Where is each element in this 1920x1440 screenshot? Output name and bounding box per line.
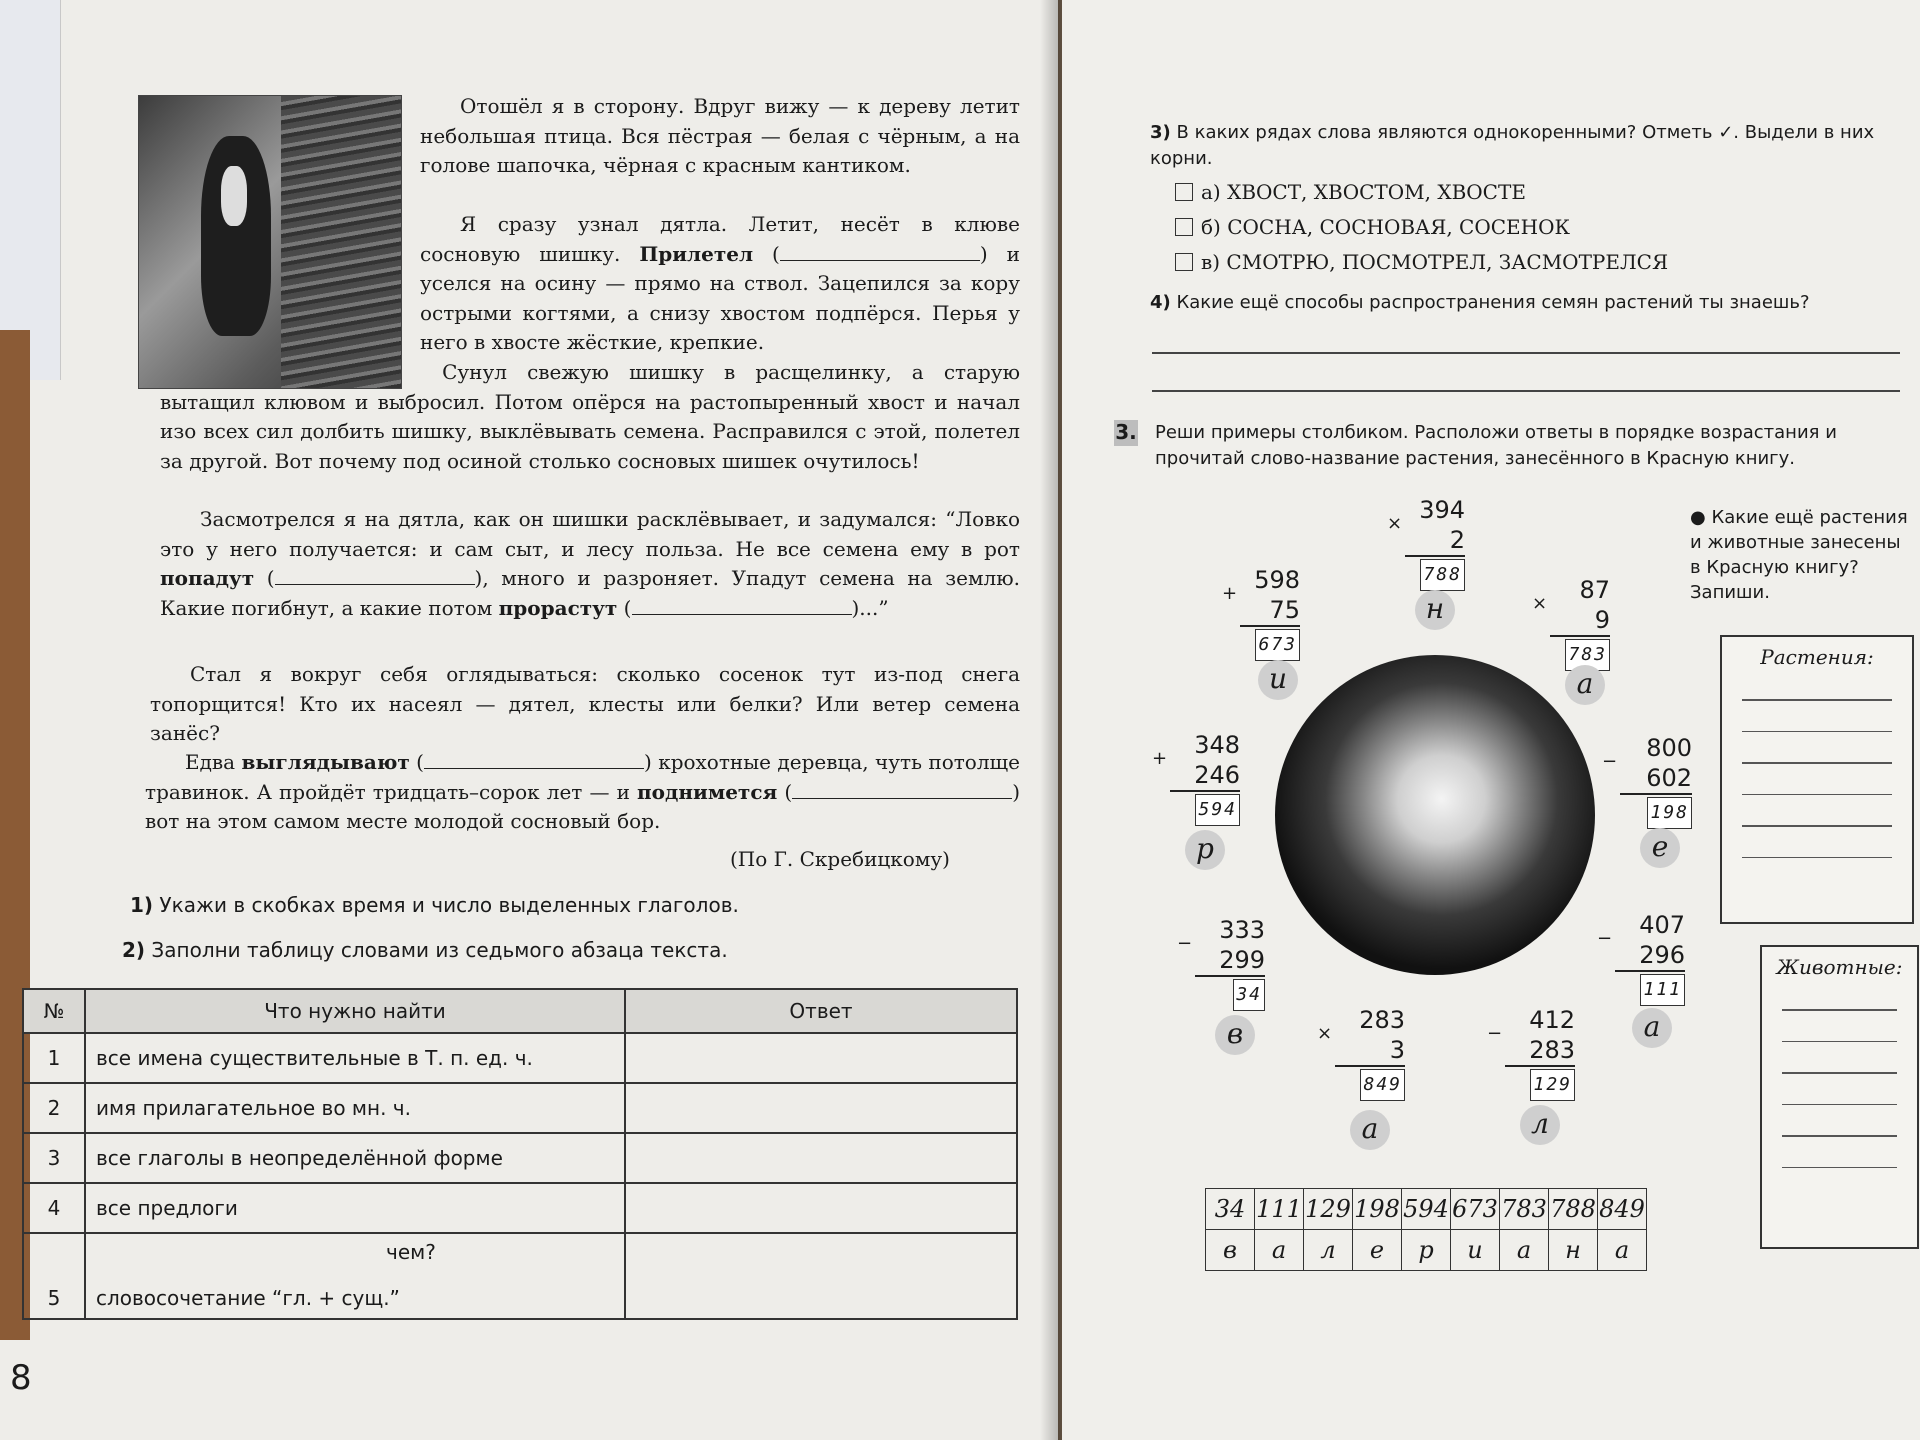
example-8	[1317, 1005, 1405, 1101]
animals-title: Животные:	[1776, 955, 1903, 979]
task-2	[122, 938, 728, 962]
plants-title: Растения:	[1760, 645, 1874, 669]
bold-verb-prilетел: Прилетел	[639, 241, 754, 266]
row-answer-cell[interactable]	[625, 1183, 1017, 1233]
table-header: №	[23, 989, 85, 1033]
table-row	[23, 1233, 1017, 1319]
letter-circle: в	[1215, 1015, 1255, 1055]
source-citation: (По Г. Скребицкому)	[730, 847, 950, 871]
operand-b: 2	[1449, 526, 1465, 554]
task-2-number: 2)	[122, 938, 146, 962]
bold-verb-vyglyadyvayut: выглядывают	[241, 750, 410, 774]
answer-blank-1[interactable]	[780, 242, 980, 261]
paragraph-6-end: вот на этом самом месте молодой сосновый бор.	[145, 809, 661, 833]
bullet-question-text: Какие ещё растения и животные занесены в Красную книгу? Запиши.	[1690, 507, 1908, 603]
answer-box[interactable]: 783	[1565, 639, 1610, 671]
operand-b: 246	[1194, 761, 1240, 789]
answer-blank-2[interactable]	[275, 566, 475, 585]
letter-circle: л	[1520, 1105, 1560, 1145]
operator-sign: +	[1152, 748, 1168, 769]
notebook-line[interactable]	[1742, 794, 1892, 796]
letter-circle: а	[1350, 1110, 1390, 1150]
valerian-flower-photo	[1275, 655, 1595, 975]
answer-box[interactable]: 594	[1195, 794, 1240, 826]
operator-sign: −	[1487, 1023, 1503, 1044]
operator-sign: +	[1222, 583, 1238, 604]
answer-box[interactable]: 849	[1360, 1069, 1405, 1101]
question-4-number: 4)	[1150, 292, 1171, 313]
paragraph-4-mid: , много и разроняет. Упадут семена на землю. Какие погибнут, а какие потом	[160, 566, 1020, 620]
letter-circle: н	[1415, 590, 1455, 630]
notebook-line[interactable]	[1742, 825, 1892, 827]
row-task: все глаголы в неопределённой форме	[85, 1133, 625, 1183]
bullet-question: ● Какие ещё растения и животные занесены в Красную книгу? Запиши.	[1690, 507, 1908, 603]
answer-blank-4[interactable]	[424, 750, 644, 769]
notebook-line[interactable]	[1782, 1072, 1897, 1074]
example-9	[1487, 1005, 1575, 1101]
operand-a: 394	[1419, 496, 1465, 524]
task-2-text: Заполни таблицу словами из седьмого абзаца текста.	[151, 938, 728, 962]
notebook-line[interactable]	[1742, 731, 1892, 733]
row-number: 1	[23, 1033, 85, 1083]
answer-letter[interactable]: а	[1255, 1230, 1304, 1271]
answer-number[interactable]: 849	[1598, 1189, 1647, 1230]
example-7	[1597, 910, 1685, 1006]
paragraph-6-mid: крохотные деревца, чуть потолще травинок. А пройдёт тридцать–сорок лет — и	[145, 750, 1020, 804]
row-number: 2	[23, 1083, 85, 1133]
question-3-text: В каких рядах слова являются однокоренными? Отметь ✓. Выдели в них корни.	[1150, 122, 1875, 169]
task-1-number: 1)	[130, 893, 154, 917]
row-task-cell	[85, 1233, 625, 1319]
operator-sign: −	[1602, 751, 1618, 772]
paragraph-3	[160, 358, 1020, 476]
row-answer-cell[interactable]	[625, 1233, 1017, 1319]
woodpecker-figure	[201, 136, 271, 336]
task-3-number: 3.	[1115, 420, 1137, 444]
bold-verb-prorastut: прорастут	[498, 595, 618, 620]
answer-letter[interactable]: л	[1304, 1230, 1353, 1271]
answer-box[interactable]: 111	[1640, 974, 1685, 1006]
operand-b: 299	[1219, 946, 1265, 974]
answer-blank-3[interactable]	[632, 596, 852, 615]
checkbox-a[interactable]	[1175, 183, 1193, 201]
example-2	[1222, 565, 1300, 661]
option-b-text: б) СОСНА, СОСНОВАЯ, СОСЕНОК	[1201, 215, 1570, 239]
operator-sign: −	[1597, 928, 1613, 949]
operand-b: 9	[1594, 606, 1610, 634]
table-header: Ответ	[625, 989, 1017, 1033]
row-number: 3	[23, 1133, 85, 1183]
operand-b: 75	[1269, 596, 1300, 624]
paragraph-6-start: Едва	[185, 750, 236, 774]
row-task: словосочетание “гл. + сущ.”	[96, 1286, 400, 1310]
operand-b: 3	[1389, 1036, 1405, 1064]
background-paper	[0, 0, 61, 380]
checkbox-c[interactable]	[1175, 253, 1193, 271]
table-header-row	[23, 989, 1017, 1033]
checkbox-b[interactable]	[1175, 218, 1193, 236]
bold-verb-popadut: попадут	[160, 566, 255, 590]
row-answer-cell[interactable]	[625, 1033, 1017, 1083]
option-a[interactable]	[1175, 180, 1526, 204]
answer-box[interactable]: 673	[1255, 629, 1300, 661]
answer-blank-5[interactable]	[792, 780, 1012, 799]
answer-letter[interactable]: р	[1402, 1230, 1451, 1271]
row-task: все имена существительные в Т. п. ед. ч.	[85, 1033, 625, 1083]
answer-letter[interactable]: в	[1206, 1230, 1255, 1271]
option-c[interactable]	[1175, 250, 1668, 274]
example-3	[1532, 575, 1610, 671]
paragraph-4: Засмотрелся я на дятла, как он шишки расклёвывает, и задумался: “Ловко это у него получается: и сам сыт, и лесу польза. Не все семена ему в рот попадут ( ), много и разроняет. Упадут семена на землю. Какие погибнут, а какие потом прорастут ( )...”	[160, 507, 1020, 620]
option-a-text: а) ХВОСТ, ХВОСТОМ, ХВОСТЕ	[1201, 180, 1526, 204]
example-4	[1152, 730, 1240, 826]
answer-number[interactable]: 594	[1402, 1189, 1451, 1230]
answer-grid	[1205, 1188, 1647, 1271]
woodpecker-photo	[138, 95, 402, 389]
answer-box[interactable]: 788	[1420, 559, 1465, 591]
paragraph-2: Я сразу узнал дятла. Летит, несёт в клюве сосновую шишку. Прилетел ( ) и уселся на осину — прямо на ствол. Зацепился за кору острыми когтями, а снизу хвостом подпёрся. Перья у него в хвосте жёсткие, крепкие.	[420, 212, 1020, 354]
row-task: все предлоги	[85, 1183, 625, 1233]
plants-notebook[interactable]	[1720, 635, 1914, 924]
paragraph-1: Отошёл я в сторону. Вдруг вижу — к дереву летит небольшая птица. Вся пёстрая — белая с чёрным, а на голове шапочка, чёрная с красным кантиком.	[420, 94, 1020, 177]
operator-sign: ×	[1387, 513, 1403, 534]
table-row	[23, 1033, 1017, 1083]
answer-box[interactable]: 34	[1233, 979, 1265, 1011]
answer-number[interactable]: 198	[1353, 1189, 1402, 1230]
paragraph-2-rest: и уселся на осину — прямо на ствол. Зацепился за кору острыми когтями, а снизу хвостом подпёрся. Перья у него в хвосте жёсткие, крепкие.	[420, 241, 1020, 354]
notebook-line[interactable]	[1782, 1041, 1897, 1043]
operand-a: 407	[1639, 911, 1685, 939]
answer-letters-row	[1206, 1230, 1647, 1271]
answer-letter[interactable]: и	[1451, 1230, 1500, 1271]
operand-a: 283	[1359, 1006, 1405, 1034]
row-number: 4	[23, 1183, 85, 1233]
answer-line-2[interactable]	[1152, 390, 1900, 392]
example-1	[1387, 495, 1465, 591]
table-header: Что нужно найти	[85, 989, 625, 1033]
question-3	[1150, 120, 1890, 172]
answer-letter[interactable]: а	[1598, 1230, 1647, 1271]
answer-number[interactable]: 111	[1255, 1189, 1304, 1230]
answer-number[interactable]: 673	[1451, 1189, 1500, 1230]
paragraph-4-end: )...”	[851, 595, 889, 620]
operator-sign: −	[1177, 933, 1193, 954]
question-note: чем?	[386, 1240, 436, 1264]
paragraph-4-text: Засмотрелся я на дятла, как он шишки расклёвывает, и задумался: “Ловко это у него получается: и сам сыт, и лесу польза. Не все семена ему в рот	[160, 507, 1020, 561]
row-task: имя прилагательное во мн. ч.	[85, 1083, 625, 1133]
question-4-text: Какие ещё способы распространения семян растений ты знаешь?	[1176, 292, 1810, 313]
answer-letter[interactable]: а	[1500, 1230, 1549, 1271]
result-line	[1620, 793, 1692, 829]
answer-line-1[interactable]	[1152, 352, 1900, 354]
operand-b: 296	[1639, 941, 1685, 969]
row-answer-cell[interactable]	[625, 1133, 1017, 1183]
operand-a: 87	[1579, 576, 1610, 604]
paragraph-3-text: Сунул свежую шишку в расщелинку, а старую вытащил клювом и выбросил. Потом опёрся на растопыренный хвост и начал изо всех сил долбить шишку, выклёвывать семена. Расправился с этой, полетел за другой. Вот почему под осиной столько сосновых шишек очутилось!	[160, 360, 1020, 473]
operator-sign: ×	[1532, 593, 1548, 614]
bold-verb-podnimetsya: поднимется	[637, 779, 778, 804]
row-answer-cell[interactable]	[625, 1083, 1017, 1133]
answer-box[interactable]: 198	[1647, 797, 1692, 829]
example-5	[1602, 733, 1692, 829]
answer-table	[22, 988, 1018, 1320]
operator-sign: ×	[1317, 1023, 1333, 1044]
result-line	[1505, 1065, 1575, 1101]
example-6	[1177, 915, 1265, 1011]
operand-a: 333	[1219, 916, 1265, 944]
answer-number[interactable]: 788	[1549, 1189, 1598, 1230]
operand-a: 348	[1194, 731, 1240, 759]
notebook-line[interactable]	[1782, 1009, 1897, 1011]
notebook-line[interactable]	[1782, 1135, 1897, 1137]
question-4	[1150, 290, 1890, 316]
task-1	[130, 893, 739, 917]
question-3-number: 3)	[1150, 122, 1171, 143]
table-row	[23, 1183, 1017, 1233]
paragraph-5: Стал я вокруг себя оглядываться: сколько сосенок тут из-под снега топорщится! Кто их насеял — дятел, клесты или белки? Или ветер семена занёс?	[150, 662, 1020, 745]
notebook-line[interactable]	[1742, 699, 1892, 701]
answer-number[interactable]: 129	[1304, 1189, 1353, 1230]
answer-number[interactable]: 783	[1500, 1189, 1549, 1230]
answer-box[interactable]: 129	[1530, 1069, 1575, 1101]
answer-letter[interactable]: н	[1549, 1230, 1598, 1271]
table-row	[23, 1083, 1017, 1133]
letter-circle: и	[1258, 660, 1298, 700]
notebook-line[interactable]	[1782, 1104, 1897, 1106]
result-line	[1240, 625, 1300, 661]
tree-trunk	[281, 96, 401, 388]
letter-circle: е	[1640, 828, 1680, 868]
option-b[interactable]	[1175, 215, 1570, 239]
notebook-line[interactable]	[1742, 762, 1892, 764]
paragraph-2-text: Я сразу узнал дятла. Летит, несёт в клюве сосновую шишку.	[420, 212, 1020, 266]
table-row	[23, 1133, 1017, 1183]
notebook-line[interactable]	[1742, 857, 1892, 859]
letter-circle: а	[1632, 1008, 1672, 1048]
task-1-text: Укажи в скобках время и число выделенных глаголов.	[159, 893, 739, 917]
answer-numbers-row	[1206, 1189, 1647, 1230]
result-line	[1170, 790, 1240, 826]
operand-a: 412	[1529, 1006, 1575, 1034]
operand-b: 283	[1529, 1036, 1575, 1064]
row-number: 5	[23, 1233, 85, 1319]
animals-notebook[interactable]	[1760, 945, 1919, 1249]
result-line	[1405, 555, 1465, 591]
answer-number[interactable]: 34	[1206, 1189, 1255, 1230]
result-line	[1195, 975, 1265, 1011]
option-c-text: в) СМОТРЮ, ПОСМОТРЕЛ, ЗАСМОТРЕЛСЯ	[1201, 250, 1669, 274]
paragraph-6: Едва выглядывают ( ) крохотные деревца, чуть потолще травинок. А пройдёт тридцать–сорок лет — и поднимется ( ) вот на этом самом месте молодой сосновый бор.	[145, 750, 1021, 833]
task-3-text: Реши примеры столбиком. Расположи ответы в порядке возрастания и прочитай слово-название растения, занесённого в Красную книгу.	[1155, 422, 1837, 469]
letter-circle: р	[1185, 830, 1225, 870]
page-number: 8	[10, 1358, 32, 1398]
operand-a: 598	[1254, 566, 1300, 594]
result-line	[1335, 1065, 1405, 1101]
operand-b: 602	[1646, 764, 1692, 792]
operand-a: 800	[1646, 734, 1692, 762]
letter-circle: а	[1565, 665, 1605, 705]
result-line	[1615, 970, 1685, 1006]
notebook-line[interactable]	[1782, 1167, 1897, 1169]
answer-letter[interactable]: е	[1353, 1230, 1402, 1271]
